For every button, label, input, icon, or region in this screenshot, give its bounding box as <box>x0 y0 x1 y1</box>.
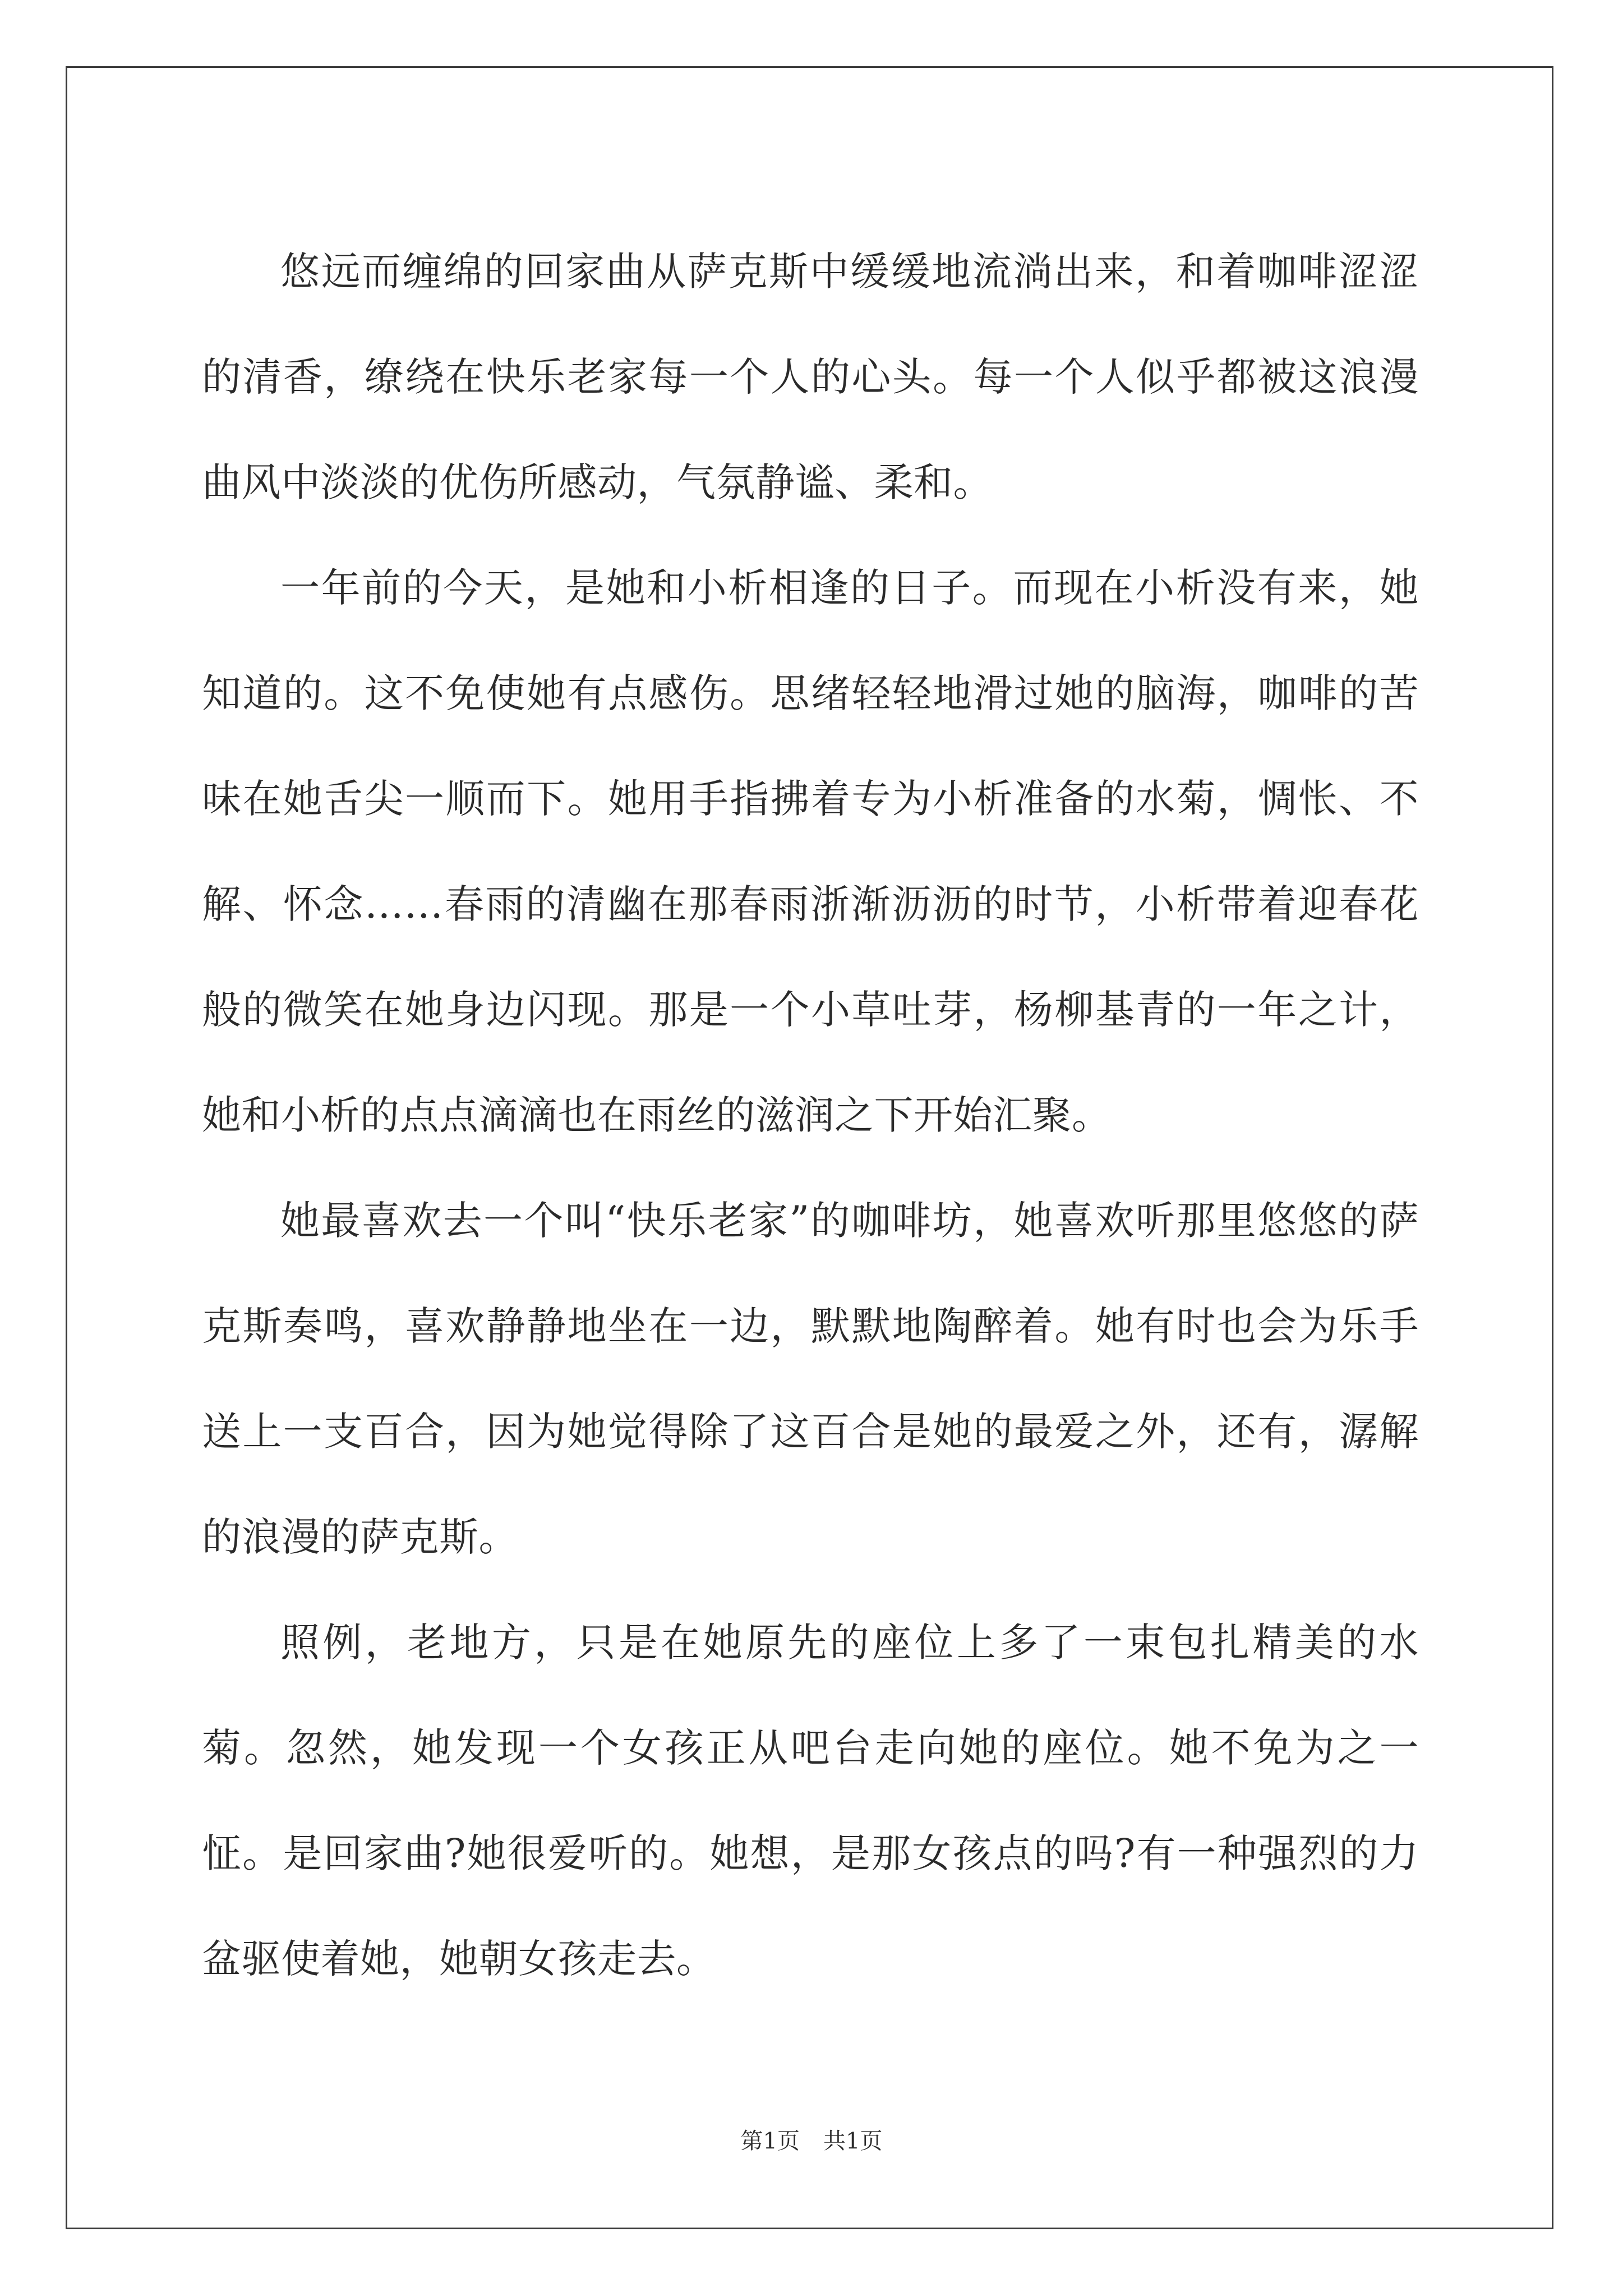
paragraph-3: 她最喜欢去一个叫“快乐老家”的咖啡坊，她喜欢听那里悠悠的萨克斯奏鸣，喜欢静静地坐在一边，默默地陶醉着。她有时也会为乐手送上一支百合，因为她觉得除了这百合是她的最爱之外，还有，潺解的浪漫的萨克斯。 <box>202 1198 1419 1560</box>
page-footer <box>0 2123 1623 2155</box>
document-body <box>202 219 1419 2012</box>
paragraph-2: 一年前的今天，是她和小析相逢的日子。而现在小析没有来，她知道的。这不免使她有点感伤。思绪轻轻地滑过她的脑海，咖啡的苦味在她舌尖一顺而下。她用手指拂着专为小析准备的水菊，惆怅、不解、怀念……春雨的清幽在那春雨浙渐沥沥的时节，小析带着迎春花般的微笑在她身边闪现。那是一个小草吐芽，杨柳基青的一年之计，她和小析的点点滴滴也在雨丝的滋润之下开始汇聚。 <box>202 565 1419 1138</box>
paragraph-1: 悠远而缠绵的回家曲从萨克斯中缓缓地流淌出来，和着咖啡涩涩的清香，缭绕在快乐老家每一个人的心头。每一个人似乎都被这浪漫曲风中淡淡的优伤所感动，气氛静谧、柔和。 <box>202 249 1419 505</box>
page-number: 第1页 <box>740 2128 800 2154</box>
page-total: 共1页 <box>823 2128 883 2154</box>
paragraph-4: 照例，老地方，只是在她原先的座位上多了一束包扎精美的水菊。忽然，她发现一个女孩正从吧台走向她的座位。她不免为之一怔。是回家曲?她很爱听的。她想，是那女孩点的吗?有一种强烈的力盆驱使着她，她朝女孩走去。 <box>202 1619 1419 1982</box>
